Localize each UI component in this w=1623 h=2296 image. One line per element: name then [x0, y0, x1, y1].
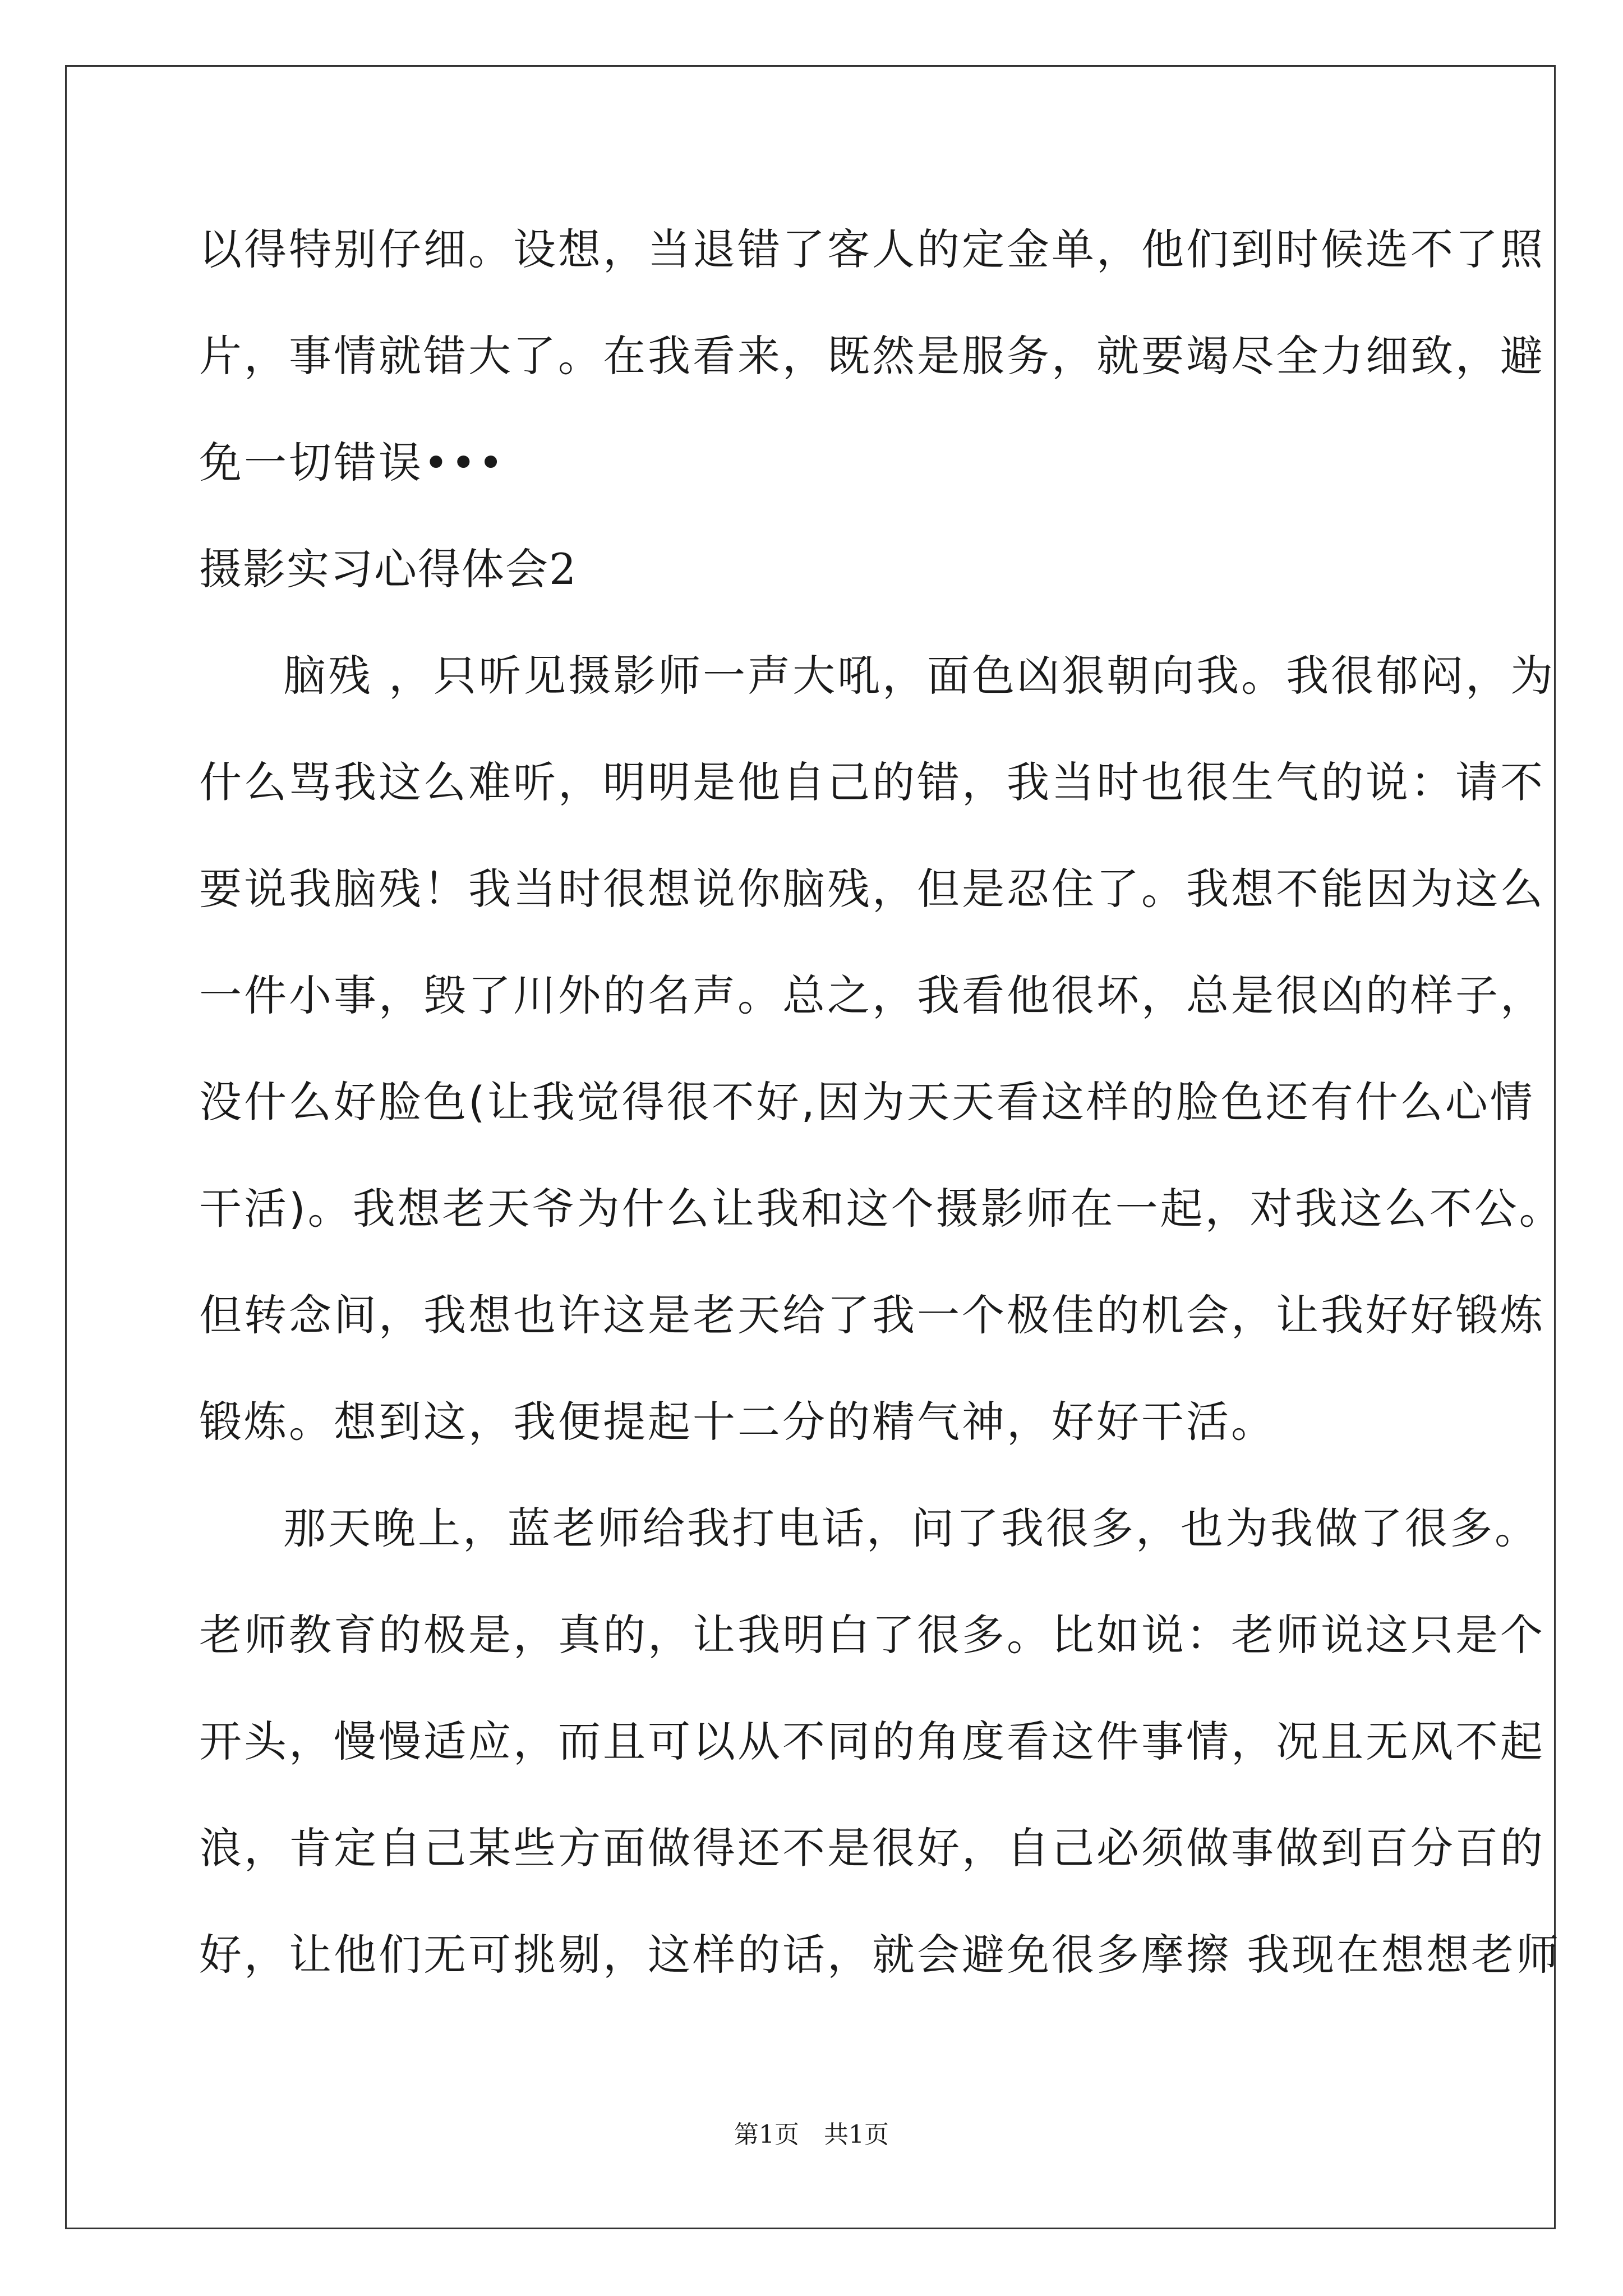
paragraph-line: 好，让他们无可挑剔，这样的话，就会避免很多摩擦 我现在想想老师: [199, 1930, 1561, 1980]
paragraph-line: 干活)。我想老天爷为什么让我和这个摄影师在一起，对我这么不公。: [199, 1184, 1564, 1234]
paragraph-line: 锻炼。想到这，我便提起十二分的精气神，好好干活。: [199, 1397, 1276, 1447]
section-heading: 摄影实习心得体会2: [199, 544, 578, 594]
paragraph-line: 浪，肯定自己某些方面做得还不是很好，自己必须做事做到百分百的: [199, 1823, 1545, 1873]
paragraph-line: 什么骂我这么难听，明明是他自己的错，我当时也很生气的说：请不: [199, 757, 1545, 807]
paragraph-line: 开头，慢慢适应，而且可以从不同的角度看这件事情，况且无风不起: [199, 1717, 1545, 1766]
paragraph-line: 免一切错误•••: [199, 438, 506, 487]
paragraph-line: 老师教育的极是，真的，让我明白了很多。比如说：老师说这只是个: [199, 1610, 1545, 1660]
paragraph-line: 脑残 ，只听见摄影师一声大吼，面色凶狠朝向我。我很郁闷，为: [283, 651, 1556, 701]
paragraph-line: 片，事情就错大了。在我看来，既然是服务，就要竭尽全力细致，避: [199, 331, 1545, 381]
paragraph-line: 以得特别仔细。设想，当退错了客人的定金单，他们到时候选不了照: [199, 224, 1545, 274]
paragraph-line: 但转念间，我想也许这是老天给了我一个极佳的机会，让我好好锻炼: [199, 1290, 1545, 1340]
paragraph-line: 一件小事，毁了川外的名声。总之，我看他很坏，总是很凶的样子，: [199, 970, 1545, 1020]
paragraph-line: 没什么好脸色(让我觉得很不好,因为天天看这样的脸色还有什么心情: [199, 1077, 1535, 1127]
page-border: [65, 65, 1556, 2229]
page-number-footer: 第1页 共1页: [734, 2120, 889, 2149]
paragraph-line: 要说我脑残！我当时很想说你脑残，但是忍住了。我想不能因为这么: [199, 864, 1545, 914]
paragraph-line: 那天晚上，蓝老师给我打电话，问了我很多，也为我做了很多。: [283, 1503, 1539, 1553]
